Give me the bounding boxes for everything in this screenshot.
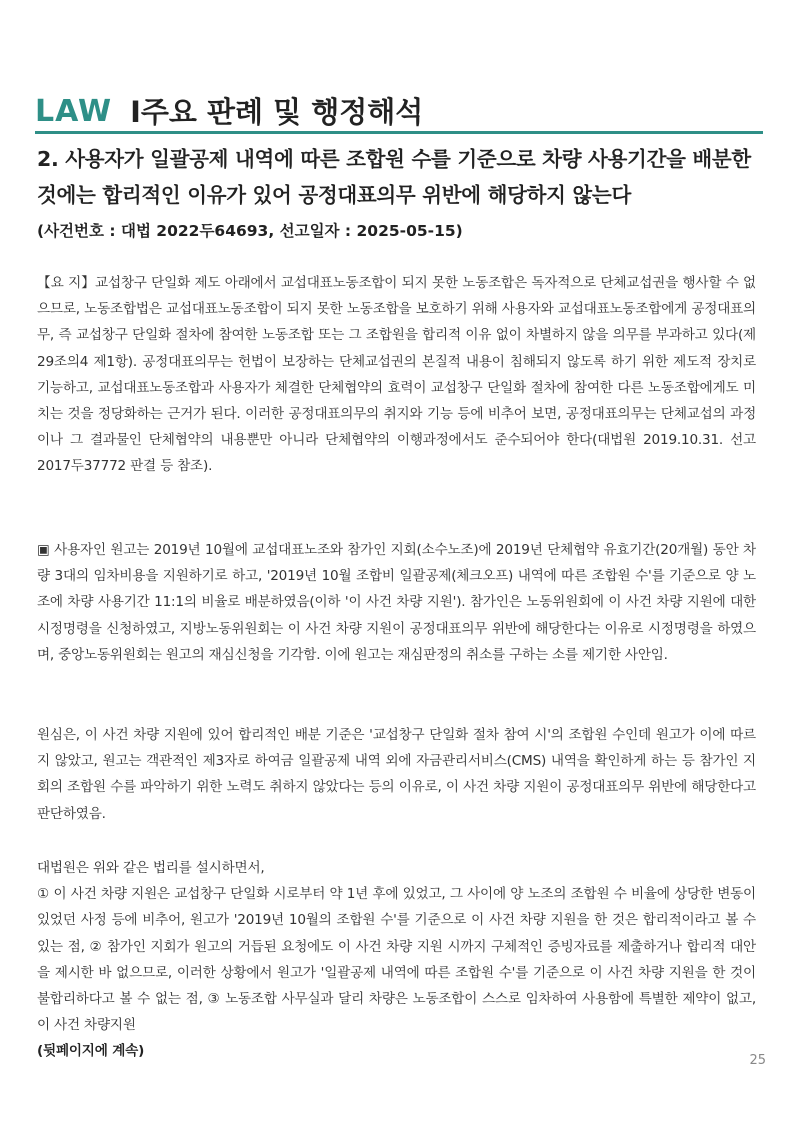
brand-label: LAW (35, 94, 113, 129)
summary-paragraph: 【요 지】교섭창구 단일화 제도 아래에서 교섭대표노동조합이 되지 못한 노동조합은 독자적으로 단체교섭권을 행사할 수 없으므로, 노동조합법은 교섭대표노동조합이 되지 못한 노동조합을 보호하기 위해 사용자와 교섭대표노동조합에게 공정대표의무, 즉 교섭창구 단일화 절차에 참여한 노동조합 또는 그 조합원을 합리적 이유 없이 차별하지 않을 의무를 부과하고 있다(제29조의4 제1항). 공정대표의무는 헌법이 보장하는 단체교섭권의 본질적 내용이 침해되지 않도록 하기 위한 제도적 장치로 기능하고, 교섭대표노동조합과 사용자가 체결한 단체협약의 효력이 교섭창구 단일화 절차에 참여한 다른 노동조합에게도 미치는 것을 정당화하는 근거가 된다. 이러한 공정대표의무의 취지와 기능 등에 비추어 보면, 공정대표의무는 단체교섭의 과정이나 그 결과물인 단체협약의 내용뿐만 아니라 단체협약의 이행과정에서도 준수되어야 한다(대법원 2019.10.31. 선고 2017두37772 판결 등 참조). (37, 275, 756, 475)
supreme-court-paragraph (37, 855, 756, 1065)
supreme-court-intro: 대법원은 위와 같은 법리를 설시하면서, (37, 860, 265, 876)
page-header (35, 86, 763, 130)
article-title: 2. 사용자가 일괄공제 내역에 따른 조합원 수를 기준으로 차량 사용기간을 배분한 것에는 합리적인 이유가 있어 공정대표의무 위반에 해당하지 않는다 (37, 147, 751, 207)
facts-paragraph: ▣ 사용자인 원고는 2019년 10월에 교섭대표노조와 참가인 지회(소수노조)에 2019년 단체협약 유효기간(20개월) 동안 차량 3대의 임차비용을 지원하기로 하고, '2019년 10월 조합비 일괄공제(체크오프) 내역에 따른 조합원 수'를 기준으로 양 노조에 차량 사용기간 11:1의 비율로 배분하였음(이하 '이 사건 차량 지원'). 참가인은 노동위원회에 이 사건 차량 지원에 대한 시정명령을 신청하였고, 지방노동위원회는 이 사건 차량 지원이 공정대표의무 위반에 해당한다는 이유로 시정명령을 하였으며, 중앙노동위원회는 원고의 재심신청을 기각함. 이에 원고는 재심판정의 취소를 구하는 소를 제기한 사안임. (37, 542, 756, 663)
continued-note: (뒷페이지에 계속) (37, 1043, 145, 1060)
header-divider (35, 131, 763, 134)
case-info: (사건번호 : 대법 2022두64693, 선고일자 : 2025-05-15) (37, 222, 463, 240)
page-number: 25 (749, 1053, 766, 1068)
section-title: Ⅰ주요 판례 및 행정해석 (130, 95, 424, 129)
supreme-court-body: ① 이 사건 차량 지원은 교섭창구 단일화 시로부터 약 1년 후에 있었고, 그 사이에 양 노조의 조합원 수 비율에 상당한 변동이 있었던 사정 등에 비추어, 원고가 '2019년 10월의 조합원 수'를 기준으로 이 사건 차량 지원을 한 것은 합리적이라고 볼 수 있는 점, ② 참가인 지회가 원고의 거듭된 요청에도 이 사건 차량 지원 시까지 구체적인 증빙자료를 제출하거나 합리적 대안을 제시한 바 없으므로, 이러한 상황에서 원고가 '일괄공제 내역에 따른 조합원 수'를 기준으로 이 사건 차량 지원을 한 것이 불합리하다고 볼 수 없는 점, ③ 노동조합 사무실과 달리 차량은 노동조합이 스스로 임차하여 사용함에 특별한 제약이 없고, 이 사건 차량지원 (37, 886, 756, 1034)
lower-court-paragraph: 원심은, 이 사건 차량 지원에 있어 합리적인 배분 기준은 '교섭창구 단일화 절차 참여 시'의 조합원 수인데 원고가 이에 따르지 않았고, 원고는 객관적인 제3자로 하여금 일괄공제 내역 외에 자금관리서비스(CMS) 내역을 확인하게 하는 등 참가인 지회의 조합원 수를 파악하기 위한 노력도 취하지 않았다는 등의 이유로, 이 사건 차량 지원이 공정대표의무 위반에 해당한다고 판단하였음. (37, 727, 756, 822)
